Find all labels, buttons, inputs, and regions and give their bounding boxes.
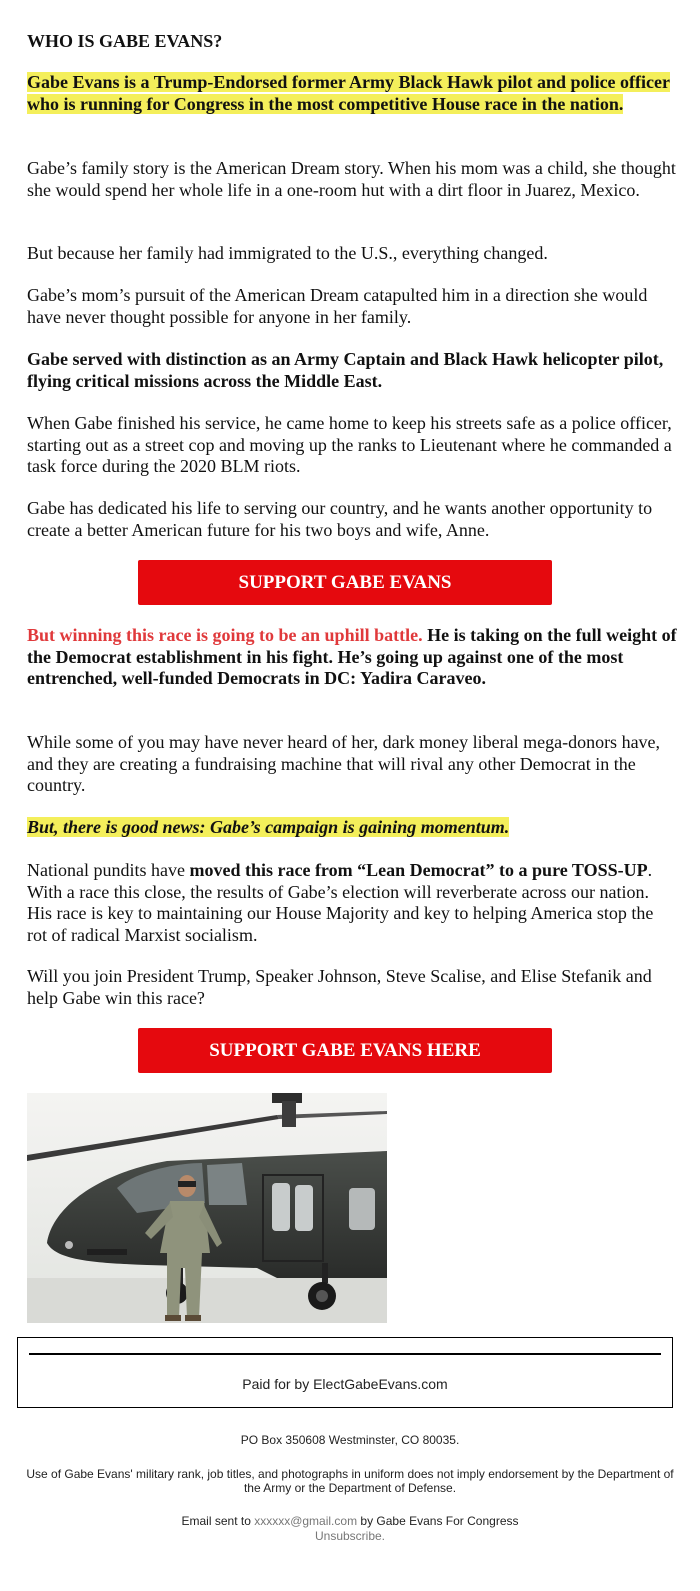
unsubscribe-line — [20, 1529, 680, 1543]
police-paragraph: When Gabe finished his service, he came home to keep his streets safe as a police officer, starting out as a street cop and moving up the ranks to Lieutenant where he commanded a task force during the 2020 BLM riots. — [27, 413, 672, 476]
email-sent-line — [20, 1514, 680, 1528]
american-dream-paragraph: Gabe’s mom’s pursuit of the American Dream catapulted him in a direction she would have never thought possible for anyone in her family. — [27, 285, 648, 327]
uphill-battle-bold-text: He is taking on the full weight of the Democrat establishment in his fight. He’s going up against one of the most entrenched, well-funded Democrats in DC: Yadira Caraveo. — [27, 625, 677, 688]
support-gabe-evans-here-button[interactable]: SUPPORT GABE EVANS HERE — [138, 1028, 552, 1073]
toss-up-paragraph — [27, 860, 677, 946]
page-title: WHO IS GABE EVANS? — [27, 31, 223, 51]
postal-address: PO Box 350608 Westminster, CO 80035. — [240, 1433, 460, 1447]
dedication-paragraph: Gabe has dedicated his life to serving our country, and he wants another opportunity to create a better American future for his two boys and wife, Anne. — [27, 498, 653, 540]
toss-up-text-a: National pundits have — [27, 860, 190, 880]
family-story-paragraph: Gabe’s family story is the American Dream story. When his mom was a child, she thought she would spend her whole life in a one-room hut with a dirt floor in Juarez, Mexico. — [27, 158, 676, 200]
unsubscribe-link[interactable]: Unsubscribe. — [314, 1529, 386, 1543]
support-gabe-evans-button[interactable]: SUPPORT GABE EVANS — [138, 560, 552, 605]
toss-up-bold-text: moved this race from “Lean Democrat” to a pure TOSS-UP — [189, 860, 648, 880]
good-news-paragraph — [27, 817, 677, 839]
military-disclaimer: Use of Gabe Evans' military rank, job titles, and photographs in uniform does not imply endorsement by the Department of the Army or the Department of Defense. — [26, 1467, 674, 1495]
email-sent-prefix: Email sent to — [181, 1514, 255, 1528]
recipient-email: xxxxxx@gmail.com — [254, 1514, 358, 1528]
intro-highlight: Gabe Evans is a Trump-Endorsed former Army Black Hawk pilot and police officer who is running for Congress in the most competitive House race in the nation. — [27, 72, 671, 114]
toss-up-text-b: . With a race this close, the results of Gabe’s election will reverberate across our nation. His race is key to maintaining our House Majority and key to helping America stop the rot of radical Marxist socialism. — [27, 860, 654, 945]
footer-divider — [29, 1353, 661, 1355]
join-paragraph: Will you join President Trump, Speaker Johnson, Steve Scalise, and Elise Stefanik and help Gabe win this race? — [27, 966, 652, 1008]
uphill-battle-paragraph — [27, 625, 677, 690]
paid-for-text: Paid for by ElectGabeEvans.com — [242, 1376, 448, 1392]
immigration-paragraph: But because her family had immigrated to the U.S., everything changed. — [27, 243, 548, 263]
good-news-highlight: But, there is good news: Gabe’s campaign is gaining momentum. — [27, 817, 510, 837]
dark-money-paragraph: While some of you may have never heard of her, dark money liberal mega-donors have, and they are creating a fundraising machine that will rival any other Democrat in the country. — [27, 732, 661, 795]
uphill-battle-red-text: But winning this race is going to be an uphill battle. — [27, 625, 423, 645]
service-paragraph: Gabe served with distinction as an Army Captain and Black Hawk helicopter pilot, flying critical missions across the Middle East. — [27, 349, 664, 391]
intro-paragraph — [27, 72, 677, 115]
helicopter-illustration — [27, 1093, 387, 1323]
email-sent-suffix: by Gabe Evans For Congress — [357, 1514, 519, 1528]
paid-for-box — [17, 1337, 673, 1408]
helicopter-photo — [27, 1093, 387, 1323]
